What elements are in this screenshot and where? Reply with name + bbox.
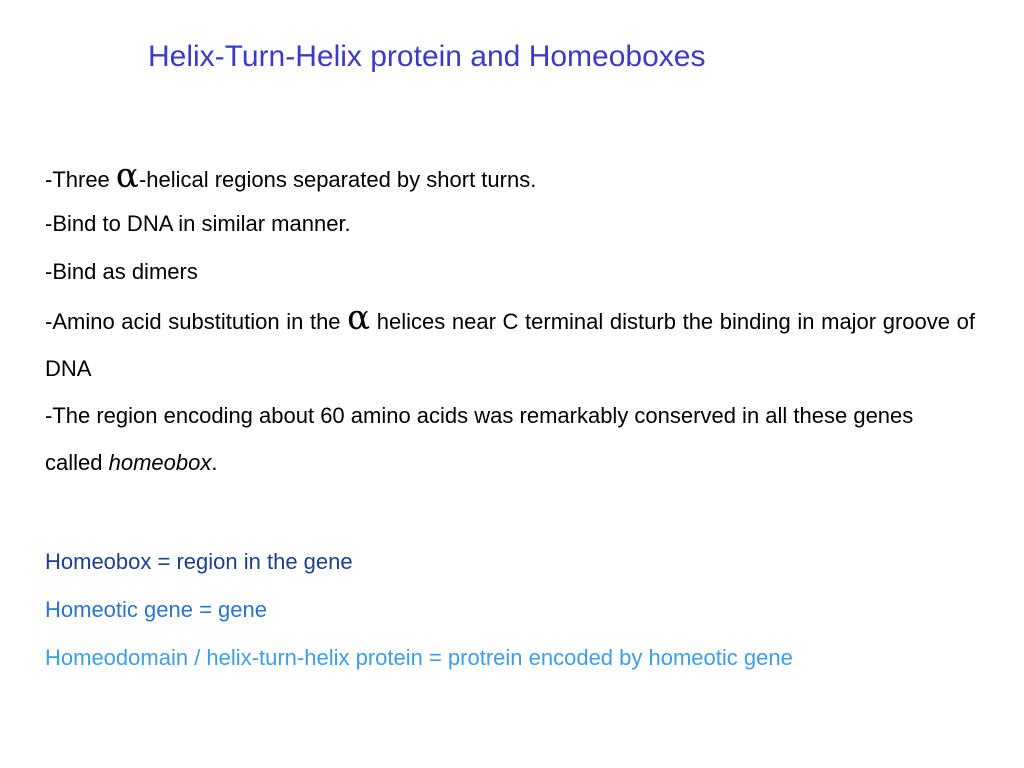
bullet-text: -Amino acid substitution in the <box>45 309 348 334</box>
alpha-symbol: α <box>347 298 371 338</box>
definition-homeotic-gene: Homeotic gene = gene <box>45 597 267 622</box>
bullet-text: -Bind to DNA in similar manner. <box>45 211 351 236</box>
bullet-bind-dimers <box>45 248 975 296</box>
bullet-text: -helical regions separated by short turns. <box>138 167 537 192</box>
bullet-text: -Bind as dimers <box>45 259 198 284</box>
bullet-conserved-region <box>45 392 975 486</box>
bullet-text: -Three <box>45 167 116 192</box>
bullet-amino-substitution <box>45 298 975 392</box>
slide-title: Helix-Turn-Helix protein and Homeoboxes <box>148 40 706 73</box>
bullet-text: . <box>211 450 218 475</box>
bullet-text: helices near C terminal disturb the binding in major groove of DNA <box>45 309 975 381</box>
homeobox-term: homeobox <box>108 450 212 475</box>
definition-homeobox: Homeobox = region in the gene <box>45 549 353 574</box>
bullet-text: -The region encoding about 60 amino acids was remarkably conserved in all these genes called <box>45 403 914 475</box>
bullet-list <box>45 156 975 486</box>
definition-list <box>45 538 793 682</box>
alpha-symbol: α <box>115 156 139 196</box>
bullet-alpha-regions <box>45 156 975 200</box>
bullet-bind-dna <box>45 200 975 248</box>
definition-homeodomain: Homeodomain / helix-turn-helix protein = protrein encoded by homeotic gene <box>45 645 793 670</box>
